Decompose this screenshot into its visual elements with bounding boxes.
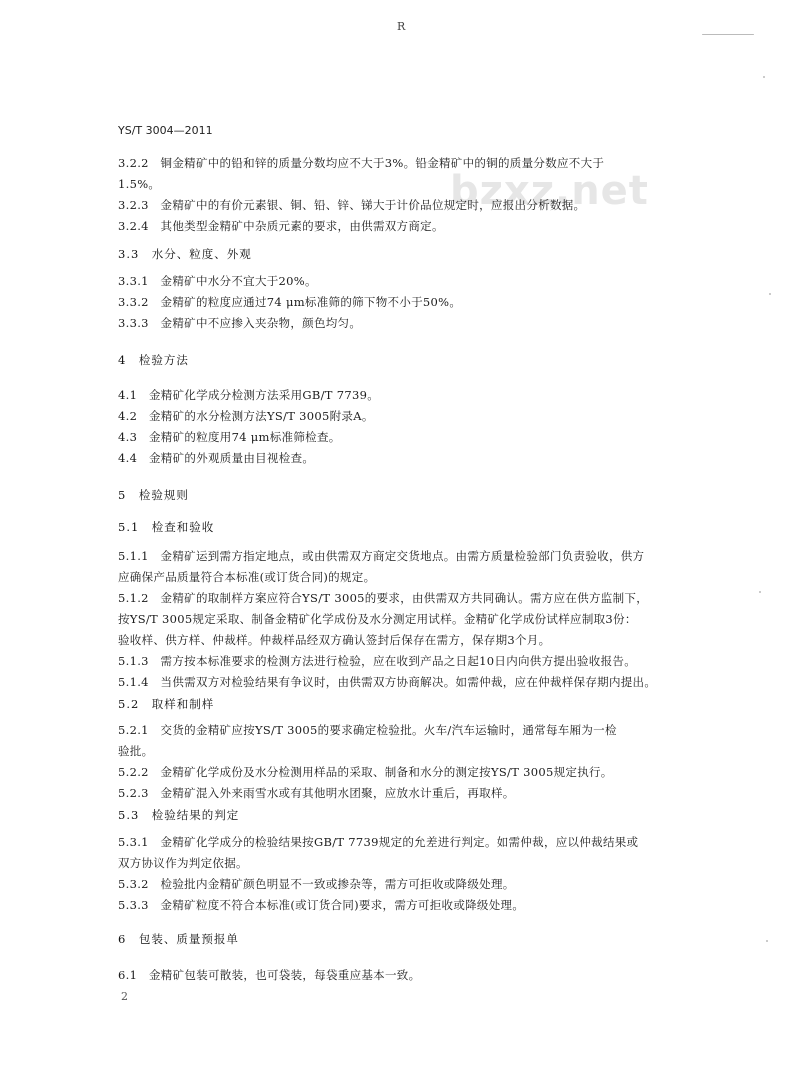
clause-5-1-1-cont: 应确保产品质量符合本标准(或订货合同)的规定。	[118, 570, 376, 584]
clause-5-3-1-cont: 双方协议作为判定依据。	[118, 856, 248, 870]
clause-5-1-2-cont2: 验收样、供方样、仲裁样。仲裁样品经双方确认签封后保存在需方，保存期3个月。	[118, 633, 551, 647]
clause-4-2: 4.2 金精矿的水分检测方法YS/T 3005附录A。	[118, 409, 374, 423]
clause-3-3-2: 3.3.2 金精矿的粒度应通过74 μm标准筛的筛下物不小于50%。	[118, 295, 462, 309]
section-heading-5-1: 5.1 检查和验收	[118, 520, 215, 534]
clause-3-3-1: 3.3.1 金精矿中水分不宜大于20%。	[118, 274, 317, 288]
clause-5-3-3: 5.3.3 金精矿粒度不符合本标准(或订货合同)要求，需方可拒收或降级处理。	[118, 898, 525, 912]
scan-speck	[702, 34, 754, 35]
clause-3-2-4: 3.2.4 其他类型金精矿中杂质元素的要求，由供需双方商定。	[118, 219, 444, 233]
clause-5-1-2: 5.1.2 金精矿的取制样方案应符合YS/T 3005的要求，由供需双方共同确认。需方应在供方监制下，	[118, 591, 648, 605]
clause-4-3: 4.3 金精矿的粒度用74 μm标准筛检查。	[118, 430, 341, 444]
page-number: 2	[121, 990, 128, 1003]
clause-5-2-2: 5.2.2 金精矿化学成份及水分检测用样品的采取、制备和水分的测定按YS/T 3005规定执行。	[118, 765, 613, 779]
watermark: bzxz.net	[450, 168, 649, 214]
clause-5-1-1: 5.1.1 金精矿运到需方指定地点，或由供需双方商定交货地点。由需方质量检验部门负责验收，供方	[118, 549, 645, 563]
clause-3-3-3: 3.3.3 金精矿中不应掺入夹杂物，颜色均匀。	[118, 316, 362, 330]
scan-speck	[763, 76, 765, 78]
clause-4-4: 4.4 金精矿的外观质量由目视检查。	[118, 451, 315, 465]
clause-3-2-2: 3.2.2 铜金精矿中的铅和锌的质量分数均应不大于3%。铅金精矿中的铜的质量分数应不大于	[118, 156, 605, 170]
section-heading-6: 6 包装、质量预报单	[118, 932, 239, 946]
scan-speck	[766, 940, 768, 942]
scan-speck	[759, 591, 761, 593]
clause-3-2-2-cont: 1.5%。	[118, 177, 161, 191]
clause-6-1: 6.1 金精矿包装可散装，也可袋装，每袋重应基本一致。	[118, 968, 421, 982]
section-heading-5: 5 检验规则	[118, 488, 189, 502]
clause-5-1-2-cont: 按YS/T 3005规定采取、制备金精矿化学成份及水分测定用试样。金精矿化学成份试样应制取3份：	[118, 612, 637, 626]
standard-number: YS/T 3004—2011	[118, 124, 213, 137]
section-heading-3-3: 3.3 水分、粒度、外观	[118, 247, 252, 261]
clause-3-2-3: 3.2.3 金精矿中的有价元素银、铜、铅、锌、锑大于计价品位规定时，应报出分析数据。	[118, 198, 586, 212]
clause-5-1-4: 5.1.4 当供需双方对检验结果有争议时，由供需双方协商解决。如需仲裁，应在仲裁样保存期内提出。	[118, 675, 657, 689]
clause-5-2-1-cont: 验批。	[118, 744, 154, 758]
clause-5-1-3: 5.1.3 需方按本标准要求的检测方法进行检验，应在收到产品之日起10日内向供方提出验收报告。	[118, 654, 636, 668]
section-heading-5-2: 5.2 取样和制样	[118, 697, 215, 711]
section-heading-4: 4 检验方法	[118, 353, 189, 367]
header-mark: R	[397, 20, 406, 33]
clause-5-3-2: 5.3.2 检验批内金精矿颜色明显不一致或掺杂等，需方可拒收或降级处理。	[118, 877, 515, 891]
clause-4-1: 4.1 金精矿化学成分检测方法采用GB/T 7739。	[118, 388, 379, 402]
clause-5-3-1: 5.3.1 金精矿化学成分的检验结果按GB/T 7739规定的允差进行判定。如需仲裁，应以仲裁结果或	[118, 835, 639, 849]
clause-5-2-1: 5.2.1 交货的金精矿应按YS/T 3005的要求确定检验批。火车/汽车运输时，通常每车厢为一检	[118, 723, 617, 737]
clause-5-2-3: 5.2.3 金精矿混入外来雨雪水或有其他明水团聚，应放水计重后，再取样。	[118, 786, 515, 800]
section-heading-5-3: 5.3 检验结果的判定	[118, 808, 240, 822]
scan-speck	[769, 293, 771, 295]
